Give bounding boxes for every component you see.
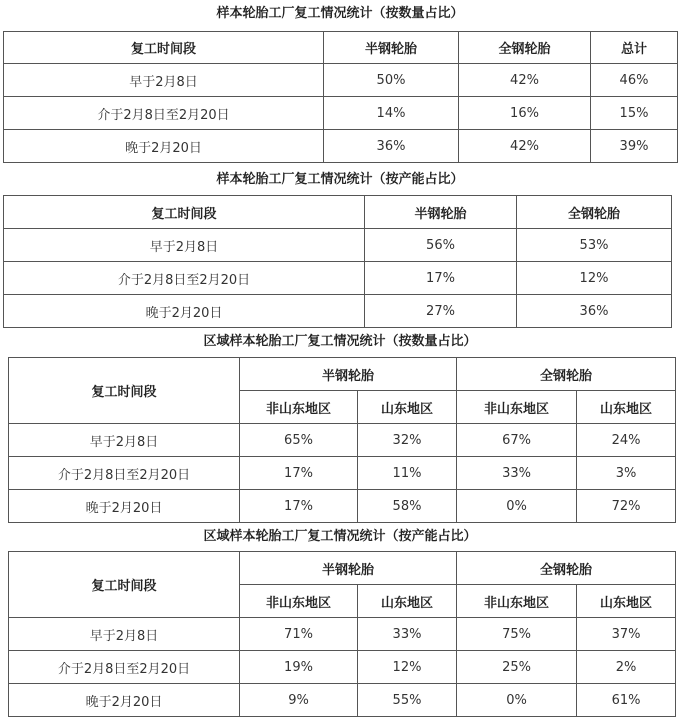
t4-subheader-shandong: 山东地区 xyxy=(358,585,457,618)
t4-subheader-non-shandong: 非山东地区 xyxy=(240,585,358,618)
t4-cell-value: 12% xyxy=(358,651,457,684)
t3-cell-period: 晚于2月20日 xyxy=(9,490,240,523)
table-row xyxy=(9,490,676,523)
t4-header-period: 复工时间段 xyxy=(9,552,240,618)
t4-cell-value: 2% xyxy=(577,651,676,684)
t2-cell-period: 晚于2月20日 xyxy=(4,295,365,328)
t1-cell-period: 早于2月8日 xyxy=(4,64,324,97)
t3-header-all-steel: 全钢轮胎 xyxy=(457,358,676,391)
t1-header-semi-steel: 半钢轮胎 xyxy=(324,32,459,64)
t3-subheader-non-shandong: 非山东地区 xyxy=(240,391,358,424)
table2-capacity xyxy=(3,195,672,328)
t3-cell-value: 32% xyxy=(358,424,457,457)
t1-cell-value: 14% xyxy=(324,97,459,130)
table2-caption: 样本轮胎工厂复工情况统计（按产能占比） xyxy=(216,172,464,187)
t3-cell-period: 介于2月8日至2月20日 xyxy=(9,457,240,490)
t3-cell-value: 24% xyxy=(577,424,676,457)
table3-regional-quantity xyxy=(8,357,676,523)
t1-cell-value: 42% xyxy=(459,64,591,97)
t2-cell-value: 56% xyxy=(365,229,517,262)
t3-cell-value: 72% xyxy=(577,490,676,523)
t2-header-period: 复工时间段 xyxy=(4,196,365,229)
t1-cell-period: 介于2月8日至2月20日 xyxy=(4,97,324,130)
table4-caption: 区域样本轮胎工厂复工情况统计（按产能占比） xyxy=(203,529,477,544)
t3-subheader-shandong: 山东地区 xyxy=(577,391,676,424)
t4-cell-value: 55% xyxy=(358,684,457,717)
table-row xyxy=(9,457,676,490)
t3-subheader-shandong: 山东地区 xyxy=(358,391,457,424)
t3-cell-value: 65% xyxy=(240,424,358,457)
t1-header-period: 复工时间段 xyxy=(4,32,324,64)
table1-quantity xyxy=(3,31,678,163)
t3-cell-value: 3% xyxy=(577,457,676,490)
t3-header-semi-steel: 半钢轮胎 xyxy=(240,358,457,391)
t1-cell-value: 46% xyxy=(591,64,678,97)
t4-header-semi-steel: 半钢轮胎 xyxy=(240,552,457,585)
table-row xyxy=(4,262,672,295)
t1-cell-value: 50% xyxy=(324,64,459,97)
table-row xyxy=(4,130,678,163)
t2-cell-value: 36% xyxy=(517,295,672,328)
table-row xyxy=(4,295,672,328)
table4-regional-capacity xyxy=(8,551,676,717)
t2-cell-value: 27% xyxy=(365,295,517,328)
t3-cell-value: 17% xyxy=(240,490,358,523)
t4-cell-value: 19% xyxy=(240,651,358,684)
t4-header-all-steel: 全钢轮胎 xyxy=(457,552,676,585)
table1-caption: 样本轮胎工厂复工情况统计（按数量占比） xyxy=(216,6,464,21)
t2-cell-value: 17% xyxy=(365,262,517,295)
t1-cell-value: 15% xyxy=(591,97,678,130)
t2-cell-period: 介于2月8日至2月20日 xyxy=(4,262,365,295)
t4-cell-period: 晚于2月20日 xyxy=(9,684,240,717)
t3-cell-value: 17% xyxy=(240,457,358,490)
t2-cell-period: 早于2月8日 xyxy=(4,229,365,262)
t4-subheader-shandong: 山东地区 xyxy=(577,585,676,618)
table-row xyxy=(9,651,676,684)
t1-cell-period: 晚于2月20日 xyxy=(4,130,324,163)
t2-cell-value: 12% xyxy=(517,262,672,295)
t1-cell-value: 42% xyxy=(459,130,591,163)
t3-subheader-non-shandong: 非山东地区 xyxy=(457,391,577,424)
t3-cell-value: 33% xyxy=(457,457,577,490)
t2-header-all-steel: 全钢轮胎 xyxy=(517,196,672,229)
t4-cell-value: 37% xyxy=(577,618,676,651)
t1-header-all-steel: 全钢轮胎 xyxy=(459,32,591,64)
t4-cell-value: 0% xyxy=(457,684,577,717)
t1-cell-value: 39% xyxy=(591,130,678,163)
t1-cell-value: 16% xyxy=(459,97,591,130)
t3-header-period: 复工时间段 xyxy=(9,358,240,424)
t4-subheader-non-shandong: 非山东地区 xyxy=(457,585,577,618)
t4-cell-period: 早于2月8日 xyxy=(9,618,240,651)
table3-caption: 区域样本轮胎工厂复工情况统计（按数量占比） xyxy=(203,334,477,349)
t4-cell-value: 25% xyxy=(457,651,577,684)
t4-cell-value: 75% xyxy=(457,618,577,651)
t4-cell-value: 33% xyxy=(358,618,457,651)
t4-cell-value: 9% xyxy=(240,684,358,717)
t3-cell-value: 11% xyxy=(358,457,457,490)
table-row xyxy=(4,97,678,130)
t1-cell-value: 36% xyxy=(324,130,459,163)
t2-header-semi-steel: 半钢轮胎 xyxy=(365,196,517,229)
table-row xyxy=(9,424,676,457)
table-row xyxy=(9,618,676,651)
t2-cell-value: 53% xyxy=(517,229,672,262)
t3-cell-period: 早于2月8日 xyxy=(9,424,240,457)
t3-cell-value: 67% xyxy=(457,424,577,457)
table-row xyxy=(4,64,678,97)
t3-cell-value: 58% xyxy=(358,490,457,523)
t4-cell-value: 61% xyxy=(577,684,676,717)
t1-header-total: 总计 xyxy=(591,32,678,64)
table-row xyxy=(9,684,676,717)
t4-cell-period: 介于2月8日至2月20日 xyxy=(9,651,240,684)
t3-cell-value: 0% xyxy=(457,490,577,523)
t4-cell-value: 71% xyxy=(240,618,358,651)
table-row xyxy=(4,229,672,262)
